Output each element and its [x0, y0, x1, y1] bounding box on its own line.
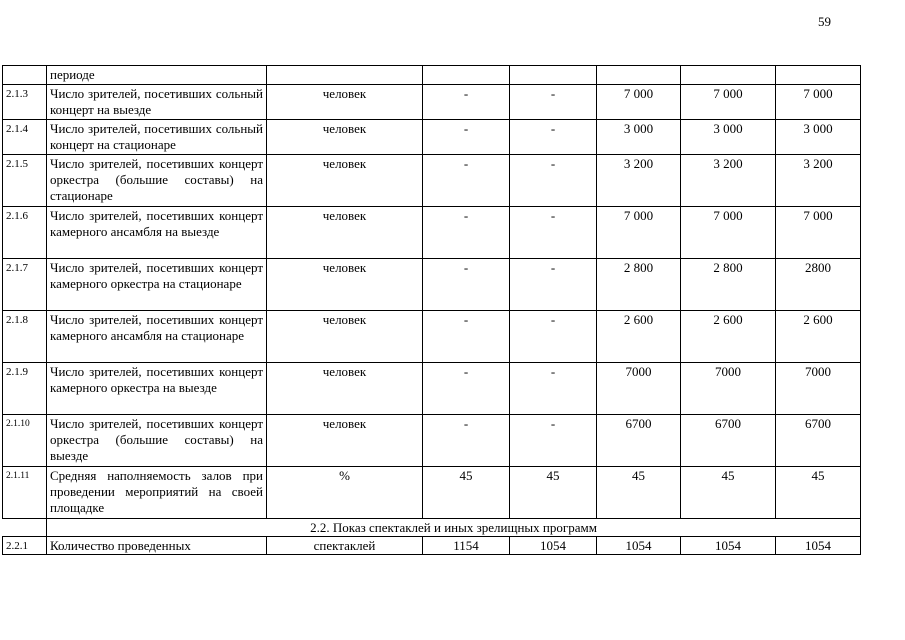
row-description: Число зрителей, посетивших концерт камерного ансамбля на выезде: [47, 207, 267, 259]
table-row: [3, 363, 861, 415]
row-value: 2 800: [681, 259, 776, 311]
row-value: 6700: [597, 415, 681, 467]
row-number: 2.1.3: [3, 85, 47, 120]
section-header-row: [3, 519, 861, 537]
row-value: 1054: [597, 537, 681, 555]
row-description: Число зрителей, посетивших концерт камерного ансамбля на стационаре: [47, 311, 267, 363]
row-value: 45: [597, 467, 681, 519]
row-number: 2.1.5: [3, 155, 47, 207]
row-value: 6700: [681, 415, 776, 467]
row-value: 2800: [776, 259, 861, 311]
row-unit: спектаклей: [267, 537, 423, 555]
table-row: [3, 467, 861, 519]
row-value: -: [423, 85, 510, 120]
row-value: 45: [776, 467, 861, 519]
row-description: Число зрителей, посетивших концерт камерного оркестра на стационаре: [47, 259, 267, 311]
row-description: Число зрителей, посетивших сольный концерт на стационаре: [47, 120, 267, 155]
row-description: Число зрителей, посетивших концерт камерного оркестра на выезде: [47, 363, 267, 415]
table-row: [3, 155, 861, 207]
row-value: 2 600: [776, 311, 861, 363]
row-value: -: [423, 207, 510, 259]
row-description: Число зрителей, посетивших концерт оркестра (большие составы) на выезде: [47, 415, 267, 467]
row-value: -: [510, 120, 597, 155]
row-value: 45: [423, 467, 510, 519]
row-number: 2.1.10: [3, 415, 47, 467]
row-description: Число зрителей, посетивших концерт оркестра (большие составы) на стационаре: [47, 155, 267, 207]
table-row: [3, 415, 861, 467]
row-value: -: [510, 155, 597, 207]
row-unit: человек: [267, 207, 423, 259]
row-value: 7 000: [597, 85, 681, 120]
row-value: 2 600: [597, 311, 681, 363]
row-value: 3 200: [681, 155, 776, 207]
row-value: -: [510, 311, 597, 363]
row-value: 1054: [510, 537, 597, 555]
table-row: [3, 120, 861, 155]
row-unit: человек: [267, 415, 423, 467]
row-value: 3 000: [681, 120, 776, 155]
row-number: 2.1.9: [3, 363, 47, 415]
row-value: -: [510, 207, 597, 259]
row-value: 2 600: [681, 311, 776, 363]
row-description: периоде: [47, 66, 267, 85]
row-value: 1154: [423, 537, 510, 555]
row-unit: человек: [267, 85, 423, 120]
row-value: 1054: [776, 537, 861, 555]
row-number: 2.1.8: [3, 311, 47, 363]
row-value: -: [423, 120, 510, 155]
row-value: 7 000: [597, 207, 681, 259]
row-unit: %: [267, 467, 423, 519]
table-row: [3, 311, 861, 363]
row-value: -: [423, 415, 510, 467]
row-number: 2.2.1: [3, 537, 47, 555]
row-number: 2.1.11: [3, 467, 47, 519]
row-value: 6700: [776, 415, 861, 467]
row-value: -: [510, 363, 597, 415]
row-value: -: [423, 363, 510, 415]
row-value: -: [423, 259, 510, 311]
page-number: 59: [818, 14, 831, 29]
row-unit: человек: [267, 155, 423, 207]
row-value: -: [510, 85, 597, 120]
row-number: 2.1.4: [3, 120, 47, 155]
indicators-table: [2, 65, 861, 555]
row-value: 7 000: [681, 85, 776, 120]
row-unit: человек: [267, 363, 423, 415]
row-unit: человек: [267, 120, 423, 155]
row-value: 1054: [681, 537, 776, 555]
table-row-continuation: [3, 66, 861, 85]
row-value: 7 000: [776, 85, 861, 120]
table-row: [3, 85, 861, 120]
row-value: 3 200: [776, 155, 861, 207]
row-value: 7 000: [776, 207, 861, 259]
table-row: [3, 537, 861, 555]
row-description: Средняя наполняемость залов при проведении мероприятий на своей площадке: [47, 467, 267, 519]
row-value: 2 800: [597, 259, 681, 311]
row-value: 3 200: [597, 155, 681, 207]
row-value: 7000: [681, 363, 776, 415]
row-value: 3 000: [776, 120, 861, 155]
row-value: 3 000: [597, 120, 681, 155]
section-title: 2.2. Показ спектаклей и иных зрелищных программ: [47, 519, 861, 537]
table-row: [3, 207, 861, 259]
row-description: Число зрителей, посетивших сольный концерт на выезде: [47, 85, 267, 120]
row-value: -: [423, 155, 510, 207]
row-value: 7000: [776, 363, 861, 415]
row-unit: человек: [267, 311, 423, 363]
table-row: [3, 259, 861, 311]
row-value: -: [423, 311, 510, 363]
row-description: Количество проведенных: [47, 537, 267, 555]
row-value: 7000: [597, 363, 681, 415]
row-value: 45: [510, 467, 597, 519]
row-value: -: [510, 259, 597, 311]
row-value: 7 000: [681, 207, 776, 259]
row-value: -: [510, 415, 597, 467]
row-unit: человек: [267, 259, 423, 311]
row-number: 2.1.7: [3, 259, 47, 311]
row-value: 45: [681, 467, 776, 519]
row-number: 2.1.6: [3, 207, 47, 259]
